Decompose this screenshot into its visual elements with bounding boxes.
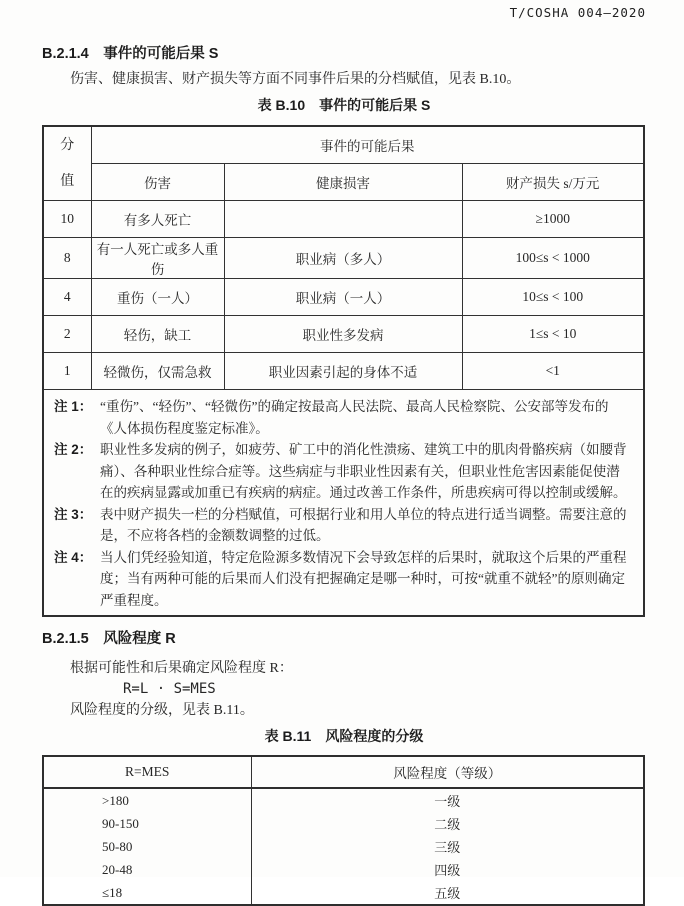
injury-column-header: 伤害: [91, 164, 224, 201]
table-row: [43, 238, 644, 279]
section-b214-intro: 伤害、健康损害、财产损失等方面不同事件后果的分档赋值，见表 B.10。: [70, 72, 521, 87]
cell-loss: ≥1000: [462, 201, 644, 238]
note-3-text: 表中财产损失一栏的分档赋值，可根据行业和用人单位的特点进行适当调整。需要注意的是，不应将各档的金额数调整的过低。: [100, 506, 627, 543]
table-b10-header-row-2: [43, 164, 644, 201]
cell-score: 10: [43, 201, 91, 238]
cell-rmes: ≤18: [43, 881, 251, 905]
note-1: [54, 396, 633, 439]
cell-health: 职业因素引起的身体不适: [224, 353, 462, 390]
table-row: [43, 835, 644, 858]
note-3: [54, 504, 633, 547]
table-row: [43, 788, 644, 812]
grade-column-header: 风险程度（等级）: [251, 756, 644, 788]
cell-loss: 1≤s < 10: [462, 316, 644, 353]
table-b10-notes: [43, 390, 644, 617]
cell-injury: 轻微伤，仅需急救: [91, 353, 224, 390]
score-column-header: [43, 126, 91, 201]
cell-health: [224, 201, 462, 238]
cell-score: 2: [43, 316, 91, 353]
table-b10-notes-row: [43, 390, 644, 617]
cell-health: 职业病（多人）: [224, 238, 462, 279]
section-b215-paragraph-2: 风险程度的分级，见表 B.11。: [70, 703, 254, 718]
cell-rmes: 90-150: [43, 812, 251, 835]
section-heading-b215: B.2.1.5 风险程度 R: [42, 631, 176, 647]
note-1-label: 注 1：: [54, 399, 93, 414]
note-4-label: 注 4：: [54, 549, 93, 565]
table-row: [43, 881, 644, 905]
table-row: [43, 353, 644, 390]
cell-loss: 10≤s < 100: [462, 279, 644, 316]
note-2: [54, 439, 633, 504]
note-4-text: 当人们凭经验知道，特定危险源多数情况下会导致怎样的后果时，就取这个后果的严重程度；当有两种可能的后果而人们没有把握确定是哪一种时，可按“就重不就轻”的原则确定严重程度。: [100, 549, 627, 608]
loss-column-header: 财产损失 s/万元: [462, 164, 644, 201]
table-b11: [42, 755, 645, 906]
cell-rmes: 20-48: [43, 858, 251, 881]
cell-score: 1: [43, 353, 91, 390]
note-2-label: 注 2：: [54, 442, 93, 457]
rmes-column-header: R=MES: [43, 756, 251, 788]
cell-score: 4: [43, 279, 91, 316]
cell-grade: 一级: [434, 794, 461, 809]
table-b10-caption: 表 B.10 事件的可能后果 S: [257, 97, 431, 113]
cell-loss: <1: [462, 353, 644, 390]
table-b11-header-row: [43, 756, 644, 788]
risk-formula: R=L · S=MES: [123, 681, 216, 697]
cell-score: 8: [43, 238, 91, 279]
cell-rmes: 50-80: [43, 835, 251, 858]
cell-loss: 100≤s < 1000: [462, 238, 644, 279]
health-column-header: 健康损害: [224, 164, 462, 201]
table-b10: [42, 125, 645, 617]
cell-health: 职业性多发病: [224, 316, 462, 353]
table-row: [43, 858, 644, 881]
cell-grade: 三级: [434, 840, 461, 855]
note-2-text: 职业性多发病的例子，如疲劳、矿工中的消化性溃疡、建筑工中的肌肉骨骼疾病（如腰背痛）、各种职业性综合症等。这些病症与非职业性因素有关，但职业性危害因素能促使潜在的疾病显露或加重已有疾病的病症。通过改善工作条件，所患疾病可得以控制或缓解。: [100, 442, 627, 500]
table-b10-header-row-1: [43, 126, 644, 164]
cell-injury: 重伤（一人）: [91, 279, 224, 316]
note-3-label: 注 3：: [54, 506, 93, 522]
cell-health: 职业病（一人）: [224, 279, 462, 316]
group-column-header: 事件的可能后果: [91, 126, 644, 164]
note-4: [54, 547, 633, 612]
table-row: [43, 316, 644, 353]
doc-reference: T/COSHA 004—2020: [509, 5, 646, 20]
table-row: [43, 812, 644, 835]
cell-injury: 轻伤，缺工: [91, 316, 224, 353]
table-b11-caption: 表 B.11 风险程度的分级: [264, 728, 424, 744]
cell-rmes: >180: [43, 788, 251, 812]
cell-grade: 五级: [434, 886, 461, 901]
cell-injury: 有多人死亡: [91, 201, 224, 238]
score-column-header-text: 分值: [60, 137, 75, 189]
table-row: [43, 279, 644, 316]
section-b215-paragraph-1: 根据可能性和后果确定风险程度 R：: [70, 661, 293, 676]
table-row: [43, 201, 644, 238]
cell-grade: 二级: [434, 817, 461, 832]
cell-grade: 四级: [434, 863, 461, 878]
section-heading-b214: B.2.1.4 事件的可能后果 S: [42, 46, 219, 62]
note-1-text: “重伤”、“轻伤”、“轻微伤”的确定按最高人民法院、最高人民检察院、公安部等发布的《人体损伤程度鉴定标准》。: [100, 399, 609, 436]
cell-injury: 有一人死亡或多人重伤: [91, 238, 224, 279]
